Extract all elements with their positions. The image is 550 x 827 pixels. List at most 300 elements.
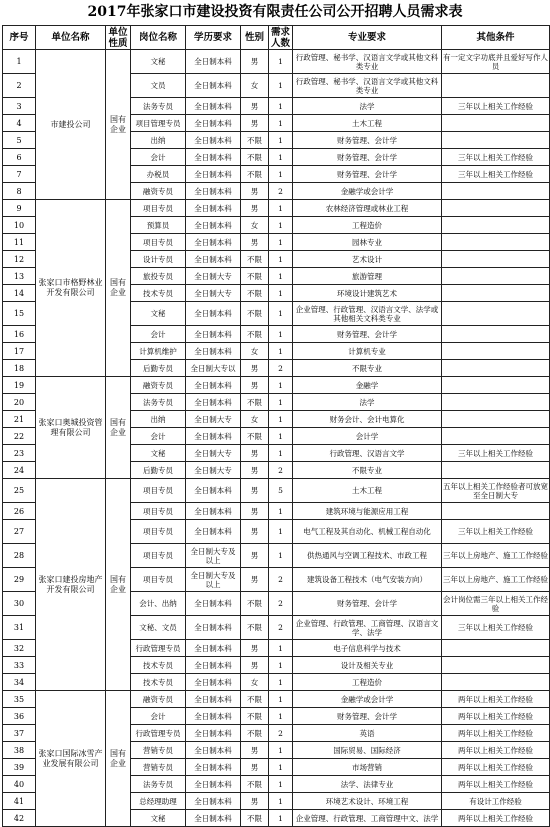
post-name-cell: 法务专员 bbox=[131, 98, 186, 115]
major-requirement-cell: 环境艺术设计、环境工程 bbox=[293, 793, 442, 810]
headcount-cell: 1 bbox=[269, 640, 293, 657]
major-requirement-cell: 会计学 bbox=[293, 428, 442, 445]
header-major: 专业要求 bbox=[293, 26, 442, 50]
post-name-cell: 会计 bbox=[131, 428, 186, 445]
gender-cell: 男 bbox=[241, 377, 269, 394]
header-nature: 单位性质 bbox=[106, 26, 131, 50]
other-condition-cell: 三年以上相关工作经验 bbox=[442, 166, 550, 183]
headcount-cell: 2 bbox=[269, 725, 293, 742]
headcount-cell: 1 bbox=[269, 343, 293, 360]
post-name-cell: 营销专员 bbox=[131, 742, 186, 759]
other-condition-cell bbox=[442, 394, 550, 411]
gender-cell: 不限 bbox=[241, 302, 269, 326]
major-requirement-cell: 建筑设备工程技术（电气安装方向） bbox=[293, 568, 442, 592]
gender-cell: 不限 bbox=[241, 708, 269, 725]
row-number: 27 bbox=[3, 520, 36, 544]
post-name-cell: 出纳 bbox=[131, 132, 186, 149]
education-cell: 全日制本科 bbox=[186, 708, 241, 725]
headcount-cell: 1 bbox=[269, 776, 293, 793]
post-name-cell: 会计 bbox=[131, 708, 186, 725]
education-cell: 全日制本科 bbox=[186, 132, 241, 149]
headcount-cell: 1 bbox=[269, 285, 293, 302]
other-condition-cell bbox=[442, 462, 550, 479]
headcount-cell: 2 bbox=[269, 183, 293, 200]
major-requirement-cell: 不限专业 bbox=[293, 462, 442, 479]
headcount-cell: 1 bbox=[269, 132, 293, 149]
post-name-cell: 旅投专员 bbox=[131, 268, 186, 285]
major-requirement-cell: 财务会计、会计电算化 bbox=[293, 411, 442, 428]
row-number: 41 bbox=[3, 793, 36, 810]
post-name-cell: 文秘 bbox=[131, 302, 186, 326]
major-requirement-cell: 法学 bbox=[293, 98, 442, 115]
header-unit: 单位名称 bbox=[36, 26, 106, 50]
gender-cell: 男 bbox=[241, 479, 269, 503]
gender-cell: 不限 bbox=[241, 616, 269, 640]
other-condition-cell: 两年以上相关工作经验 bbox=[442, 708, 550, 725]
major-requirement-cell: 土木工程 bbox=[293, 479, 442, 503]
other-condition-cell bbox=[442, 674, 550, 691]
headcount-cell: 2 bbox=[269, 360, 293, 377]
recruitment-table bbox=[2, 25, 550, 827]
major-requirement-cell: 金融学或会计学 bbox=[293, 691, 442, 708]
row-number: 25 bbox=[3, 479, 36, 503]
row-number: 20 bbox=[3, 394, 36, 411]
post-name-cell: 项目专员 bbox=[131, 479, 186, 503]
post-name-cell: 法务专员 bbox=[131, 394, 186, 411]
other-condition-cell: 三年以上相关工作经验 bbox=[442, 149, 550, 166]
gender-cell: 男 bbox=[241, 98, 269, 115]
education-cell: 全日制本科 bbox=[186, 793, 241, 810]
post-name-cell: 项目专员 bbox=[131, 568, 186, 592]
post-name-cell: 融资专员 bbox=[131, 377, 186, 394]
headcount-cell: 1 bbox=[269, 674, 293, 691]
major-requirement-cell: 企业管理、行政管理、工商管理、汉语言文学、法学 bbox=[293, 616, 442, 640]
row-number: 35 bbox=[3, 691, 36, 708]
other-condition-cell: 有设计工作经验 bbox=[442, 793, 550, 810]
headcount-cell: 2 bbox=[269, 592, 293, 616]
headcount-cell: 1 bbox=[269, 234, 293, 251]
row-number: 6 bbox=[3, 149, 36, 166]
gender-cell: 不限 bbox=[241, 428, 269, 445]
education-cell: 全日制本科 bbox=[186, 326, 241, 343]
row-number: 5 bbox=[3, 132, 36, 149]
headcount-cell: 1 bbox=[269, 691, 293, 708]
education-cell: 全日制本科 bbox=[186, 592, 241, 616]
major-requirement-cell: 园林专业 bbox=[293, 234, 442, 251]
major-requirement-cell: 电气工程及其自动化、机械工程自动化 bbox=[293, 520, 442, 544]
other-condition-cell: 两年以上相关工作经验 bbox=[442, 776, 550, 793]
education-cell: 全日制大专 bbox=[186, 285, 241, 302]
major-requirement-cell: 工程造价 bbox=[293, 674, 442, 691]
post-name-cell: 行政管理专员 bbox=[131, 640, 186, 657]
headcount-cell: 1 bbox=[269, 74, 293, 98]
other-condition-cell: 三年以上房地产、施工工作经验 bbox=[442, 544, 550, 568]
unit-name-cell: 市建投公司 bbox=[36, 50, 106, 200]
education-cell: 全日制本科 bbox=[186, 200, 241, 217]
other-condition-cell bbox=[442, 640, 550, 657]
education-cell: 全日制本科 bbox=[186, 742, 241, 759]
major-requirement-cell: 财务管理、会计学 bbox=[293, 326, 442, 343]
post-name-cell: 文秘 bbox=[131, 445, 186, 462]
gender-cell: 男 bbox=[241, 360, 269, 377]
gender-cell: 男 bbox=[241, 793, 269, 810]
gender-cell: 男 bbox=[241, 657, 269, 674]
other-condition-cell bbox=[442, 360, 550, 377]
headcount-cell: 1 bbox=[269, 326, 293, 343]
other-condition-cell bbox=[442, 503, 550, 520]
headcount-cell: 1 bbox=[269, 810, 293, 827]
education-cell: 全日制本科 bbox=[186, 234, 241, 251]
gender-cell: 男 bbox=[241, 520, 269, 544]
major-requirement-cell: 企业管理、行政管理、工商管理中文、法学 bbox=[293, 810, 442, 827]
headcount-cell: 1 bbox=[269, 98, 293, 115]
row-number: 7 bbox=[3, 166, 36, 183]
row-number: 4 bbox=[3, 115, 36, 132]
headcount-cell: 1 bbox=[269, 268, 293, 285]
major-requirement-cell: 环境设计建筑艺术 bbox=[293, 285, 442, 302]
major-requirement-cell: 财务管理、会计学 bbox=[293, 149, 442, 166]
gender-cell: 男 bbox=[241, 50, 269, 74]
header-other: 其他条件 bbox=[442, 26, 550, 50]
row-number: 32 bbox=[3, 640, 36, 657]
education-cell: 全日制本科 bbox=[186, 520, 241, 544]
other-condition-cell bbox=[442, 234, 550, 251]
gender-cell: 不限 bbox=[241, 251, 269, 268]
post-name-cell: 预算员 bbox=[131, 217, 186, 234]
post-name-cell: 融资专员 bbox=[131, 183, 186, 200]
gender-cell: 男 bbox=[241, 759, 269, 776]
gender-cell: 女 bbox=[241, 74, 269, 98]
post-name-cell: 项目管理专员 bbox=[131, 115, 186, 132]
other-condition-cell: 两年以上相关工作经验 bbox=[442, 759, 550, 776]
other-condition-cell: 两年以上相关工作经验 bbox=[442, 810, 550, 827]
row-number: 14 bbox=[3, 285, 36, 302]
headcount-cell: 1 bbox=[269, 411, 293, 428]
major-requirement-cell: 金融学或会计学 bbox=[293, 183, 442, 200]
unit-nature-cell: 国有企业 bbox=[106, 691, 131, 827]
other-condition-cell bbox=[442, 377, 550, 394]
row-number: 13 bbox=[3, 268, 36, 285]
gender-cell: 不限 bbox=[241, 810, 269, 827]
post-name-cell: 项目专员 bbox=[131, 503, 186, 520]
row-number: 23 bbox=[3, 445, 36, 462]
headcount-cell: 1 bbox=[269, 394, 293, 411]
headcount-cell: 1 bbox=[269, 759, 293, 776]
other-condition-cell bbox=[442, 217, 550, 234]
row-number: 1 bbox=[3, 50, 36, 74]
other-condition-cell bbox=[442, 251, 550, 268]
table-body bbox=[3, 50, 550, 827]
major-requirement-cell: 法学 bbox=[293, 394, 442, 411]
headcount-cell: 1 bbox=[269, 377, 293, 394]
major-requirement-cell: 工程造价 bbox=[293, 217, 442, 234]
post-name-cell: 文秘 bbox=[131, 50, 186, 74]
education-cell: 全日制本科 bbox=[186, 428, 241, 445]
row-number: 12 bbox=[3, 251, 36, 268]
education-cell: 全日制本科 bbox=[186, 217, 241, 234]
unit-nature-cell: 国有企业 bbox=[106, 479, 131, 691]
row-number: 15 bbox=[3, 302, 36, 326]
unit-name-cell: 张家口市格野林业开发有限公司 bbox=[36, 200, 106, 377]
other-condition-cell bbox=[442, 200, 550, 217]
education-cell: 全日制大专以 bbox=[186, 360, 241, 377]
row-number: 10 bbox=[3, 217, 36, 234]
headcount-cell: 2 bbox=[269, 616, 293, 640]
row-number: 37 bbox=[3, 725, 36, 742]
other-condition-cell: 两年以上相关工作经验 bbox=[442, 691, 550, 708]
headcount-cell: 1 bbox=[269, 520, 293, 544]
major-requirement-cell: 不限专业 bbox=[293, 360, 442, 377]
row-number: 33 bbox=[3, 657, 36, 674]
headcount-cell: 1 bbox=[269, 115, 293, 132]
gender-cell: 不限 bbox=[241, 691, 269, 708]
headcount-cell: 1 bbox=[269, 217, 293, 234]
unit-nature-cell: 国有企业 bbox=[106, 200, 131, 377]
post-name-cell: 技术专员 bbox=[131, 285, 186, 302]
other-condition-cell: 会计岗位需三年以上相关工作经验 bbox=[442, 592, 550, 616]
post-name-cell: 后勤专员 bbox=[131, 360, 186, 377]
other-condition-cell bbox=[442, 657, 550, 674]
other-condition-cell bbox=[442, 326, 550, 343]
row-number: 42 bbox=[3, 810, 36, 827]
post-name-cell: 文秘 bbox=[131, 810, 186, 827]
post-name-cell: 办税员 bbox=[131, 166, 186, 183]
major-requirement-cell: 财务管理、会计学 bbox=[293, 166, 442, 183]
row-number: 29 bbox=[3, 568, 36, 592]
gender-cell: 男 bbox=[241, 200, 269, 217]
row-number: 2 bbox=[3, 74, 36, 98]
other-condition-cell: 三年以上相关工作经验 bbox=[442, 520, 550, 544]
education-cell: 全日制大专及以上 bbox=[186, 544, 241, 568]
education-cell: 全日制本科 bbox=[186, 50, 241, 74]
major-requirement-cell: 财务管理、会计学 bbox=[293, 592, 442, 616]
education-cell: 全日制本科 bbox=[186, 149, 241, 166]
gender-cell: 男 bbox=[241, 183, 269, 200]
post-name-cell: 项目专员 bbox=[131, 544, 186, 568]
post-name-cell: 文员 bbox=[131, 74, 186, 98]
gender-cell: 男 bbox=[241, 568, 269, 592]
major-requirement-cell: 行政管理、秘书学、汉语言文学或其他文科类专业 bbox=[293, 74, 442, 98]
unit-nature-cell: 国有企业 bbox=[106, 50, 131, 200]
education-cell: 全日制本科 bbox=[186, 776, 241, 793]
other-condition-cell bbox=[442, 115, 550, 132]
other-condition-cell: 三年以上房地产、施工工作经验 bbox=[442, 568, 550, 592]
gender-cell: 不限 bbox=[241, 149, 269, 166]
row-number: 40 bbox=[3, 776, 36, 793]
row-number: 34 bbox=[3, 674, 36, 691]
table-row bbox=[3, 377, 550, 394]
headcount-cell: 1 bbox=[269, 200, 293, 217]
headcount-cell: 1 bbox=[269, 302, 293, 326]
major-requirement-cell: 设计及相关专业 bbox=[293, 657, 442, 674]
education-cell: 全日制本科 bbox=[186, 674, 241, 691]
header-gender: 性别 bbox=[241, 26, 269, 50]
post-name-cell: 技术专员 bbox=[131, 674, 186, 691]
headcount-cell: 5 bbox=[269, 479, 293, 503]
major-requirement-cell: 农林经济管理或林业工程 bbox=[293, 200, 442, 217]
education-cell: 全日制本科 bbox=[186, 479, 241, 503]
education-cell: 全日制本科 bbox=[186, 640, 241, 657]
education-cell: 全日制本科 bbox=[186, 691, 241, 708]
education-cell: 全日制本科 bbox=[186, 394, 241, 411]
major-requirement-cell: 金融学 bbox=[293, 377, 442, 394]
post-name-cell: 项目专员 bbox=[131, 520, 186, 544]
row-number: 18 bbox=[3, 360, 36, 377]
gender-cell: 女 bbox=[241, 343, 269, 360]
page-title: 2017年张家口市建设投资有限责任公司公开招聘人员需求表 bbox=[87, 4, 463, 20]
headcount-cell: 1 bbox=[269, 657, 293, 674]
row-number: 31 bbox=[3, 616, 36, 640]
row-number: 28 bbox=[3, 544, 36, 568]
other-condition-cell bbox=[442, 183, 550, 200]
education-cell: 全日制大专及以上 bbox=[186, 568, 241, 592]
header-edu: 学历要求 bbox=[186, 26, 241, 50]
post-name-cell: 会计、出纳 bbox=[131, 592, 186, 616]
education-cell: 全日制本科 bbox=[186, 725, 241, 742]
row-number: 9 bbox=[3, 200, 36, 217]
row-number: 24 bbox=[3, 462, 36, 479]
other-condition-cell bbox=[442, 343, 550, 360]
other-condition-cell: 三年以上相关工作经验 bbox=[442, 98, 550, 115]
education-cell: 全日制本科 bbox=[186, 343, 241, 360]
major-requirement-cell: 英语 bbox=[293, 725, 442, 742]
education-cell: 全日制大专 bbox=[186, 268, 241, 285]
education-cell: 全日制大专 bbox=[186, 462, 241, 479]
major-requirement-cell: 计算机专业 bbox=[293, 343, 442, 360]
table-row bbox=[3, 50, 550, 74]
unit-name-cell: 张家口奥城投资管理有限公司 bbox=[36, 377, 106, 479]
table-row bbox=[3, 691, 550, 708]
headcount-cell: 1 bbox=[269, 428, 293, 445]
major-requirement-cell: 电子信息科学与技术 bbox=[293, 640, 442, 657]
row-number: 11 bbox=[3, 234, 36, 251]
education-cell: 全日制本科 bbox=[186, 616, 241, 640]
post-name-cell: 行政管理专员 bbox=[131, 725, 186, 742]
gender-cell: 不限 bbox=[241, 268, 269, 285]
other-condition-cell bbox=[442, 268, 550, 285]
post-name-cell: 会计 bbox=[131, 326, 186, 343]
post-name-cell: 后勤专员 bbox=[131, 462, 186, 479]
header-post: 岗位名称 bbox=[131, 26, 186, 50]
education-cell: 全日制本科 bbox=[186, 98, 241, 115]
headcount-cell: 1 bbox=[269, 251, 293, 268]
major-requirement-cell: 国际贸易、国际经济 bbox=[293, 742, 442, 759]
other-condition-cell: 两年以上相关工作经验 bbox=[442, 725, 550, 742]
table-row bbox=[3, 200, 550, 217]
headcount-cell: 1 bbox=[269, 544, 293, 568]
row-number: 38 bbox=[3, 742, 36, 759]
gender-cell: 男 bbox=[241, 640, 269, 657]
headcount-cell: 1 bbox=[269, 742, 293, 759]
other-condition-cell: 三年以上相关工作经验 bbox=[442, 616, 550, 640]
education-cell: 全日制本科 bbox=[186, 166, 241, 183]
header-count: 需求人数 bbox=[269, 26, 293, 50]
post-name-cell: 设计专员 bbox=[131, 251, 186, 268]
row-number: 26 bbox=[3, 503, 36, 520]
gender-cell: 不限 bbox=[241, 394, 269, 411]
other-condition-cell bbox=[442, 428, 550, 445]
education-cell: 全日制本科 bbox=[186, 251, 241, 268]
education-cell: 全日制本科 bbox=[186, 759, 241, 776]
other-condition-cell bbox=[442, 132, 550, 149]
header-no: 序号 bbox=[3, 26, 36, 50]
post-name-cell: 文秘、文员 bbox=[131, 616, 186, 640]
major-requirement-cell: 财务管理、会计学 bbox=[293, 132, 442, 149]
row-number: 17 bbox=[3, 343, 36, 360]
gender-cell: 男 bbox=[241, 462, 269, 479]
major-requirement-cell: 土木工程 bbox=[293, 115, 442, 132]
other-condition-cell bbox=[442, 74, 550, 98]
gender-cell: 女 bbox=[241, 411, 269, 428]
major-requirement-cell: 法学、法律专业 bbox=[293, 776, 442, 793]
education-cell: 全日制本科 bbox=[186, 657, 241, 674]
gender-cell: 不限 bbox=[241, 592, 269, 616]
post-name-cell: 项目专员 bbox=[131, 234, 186, 251]
education-cell: 全日制本科 bbox=[186, 503, 241, 520]
headcount-cell: 1 bbox=[269, 445, 293, 462]
gender-cell: 不限 bbox=[241, 326, 269, 343]
major-requirement-cell: 艺术设计 bbox=[293, 251, 442, 268]
gender-cell: 女 bbox=[241, 217, 269, 234]
major-requirement-cell: 行政管理、汉语言文学 bbox=[293, 445, 442, 462]
headcount-cell: 1 bbox=[269, 166, 293, 183]
major-requirement-cell: 市场营销 bbox=[293, 759, 442, 776]
gender-cell: 女 bbox=[241, 674, 269, 691]
post-name-cell: 计算机维护 bbox=[131, 343, 186, 360]
headcount-cell: 2 bbox=[269, 462, 293, 479]
post-name-cell: 出纳 bbox=[131, 411, 186, 428]
headcount-cell: 1 bbox=[269, 149, 293, 166]
other-condition-cell: 五年以上相关工作经验者可放宽至全日制大专 bbox=[442, 479, 550, 503]
post-name-cell: 会计 bbox=[131, 149, 186, 166]
education-cell: 全日制本科 bbox=[186, 115, 241, 132]
gender-cell: 男 bbox=[241, 503, 269, 520]
major-requirement-cell: 企业管理、行政管理、汉语言文学、法学或其他相关文科类专业 bbox=[293, 302, 442, 326]
row-number: 3 bbox=[3, 98, 36, 115]
headcount-cell: 2 bbox=[269, 568, 293, 592]
major-requirement-cell: 财务管理、会计学 bbox=[293, 708, 442, 725]
education-cell: 全日制本科 bbox=[186, 810, 241, 827]
post-name-cell: 营销专员 bbox=[131, 759, 186, 776]
gender-cell: 不限 bbox=[241, 776, 269, 793]
other-condition-cell bbox=[442, 302, 550, 326]
other-condition-cell bbox=[442, 411, 550, 428]
headcount-cell: 1 bbox=[269, 503, 293, 520]
gender-cell: 男 bbox=[241, 544, 269, 568]
education-cell: 全日制大专 bbox=[186, 411, 241, 428]
post-name-cell: 项目专员 bbox=[131, 200, 186, 217]
row-number: 8 bbox=[3, 183, 36, 200]
gender-cell: 男 bbox=[241, 742, 269, 759]
other-condition-cell: 有一定文字功底并且爱好写作人员 bbox=[442, 50, 550, 74]
gender-cell: 不限 bbox=[241, 132, 269, 149]
gender-cell: 不限 bbox=[241, 725, 269, 742]
row-number: 36 bbox=[3, 708, 36, 725]
education-cell: 全日制本科 bbox=[186, 377, 241, 394]
education-cell: 全日制本科 bbox=[186, 302, 241, 326]
major-requirement-cell: 供热通风与空调工程技术、市政工程 bbox=[293, 544, 442, 568]
post-name-cell: 融资专员 bbox=[131, 691, 186, 708]
major-requirement-cell: 旅游管理 bbox=[293, 268, 442, 285]
post-name-cell: 技术专员 bbox=[131, 657, 186, 674]
education-cell: 全日制本科 bbox=[186, 183, 241, 200]
other-condition-cell bbox=[442, 285, 550, 302]
gender-cell: 男 bbox=[241, 445, 269, 462]
table-row bbox=[3, 479, 550, 503]
row-number: 30 bbox=[3, 592, 36, 616]
unit-name-cell: 张家口建投房地产开发有限公司 bbox=[36, 479, 106, 691]
headcount-cell: 1 bbox=[269, 708, 293, 725]
